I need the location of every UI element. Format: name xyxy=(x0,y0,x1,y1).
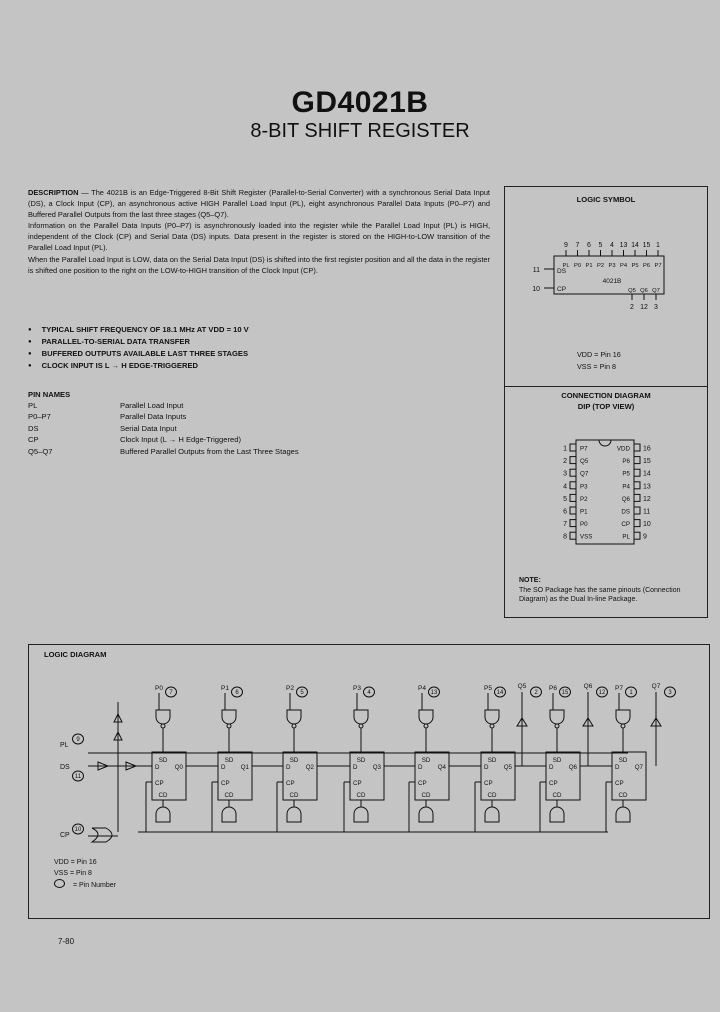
pin-names-table xyxy=(28,390,498,458)
symbol-pin-number: 14 xyxy=(631,242,639,249)
pin-number: 1 xyxy=(629,690,633,697)
flip-flop xyxy=(218,752,252,800)
reset-nand-gate xyxy=(550,807,564,822)
symbol-output-label: Q6 xyxy=(640,288,648,294)
package-note xyxy=(519,576,691,605)
symbol-pin-number: 15 xyxy=(642,242,651,249)
inverter-bubble xyxy=(621,724,625,728)
pin-name: PL xyxy=(28,401,38,410)
inverter-bubble xyxy=(161,724,165,728)
parallel-input-label: P5 xyxy=(484,685,492,692)
symbol-pin-number: 6 xyxy=(587,242,591,249)
ff-cp-label: CP xyxy=(155,780,164,787)
note-text: The SO Package has the same pinouts (Connection Diagram) as the Dual In-line Package. xyxy=(519,586,681,603)
ff-cp-label: CP xyxy=(353,780,362,787)
dip-pin-label: P2 xyxy=(580,495,588,503)
output-label: Q6 xyxy=(583,683,593,690)
set-nand-gate xyxy=(354,710,368,724)
symbol-pin-label: P5 xyxy=(631,263,639,269)
ff-cp-label: CP xyxy=(418,780,427,787)
symbol-cp-label: CP xyxy=(557,286,567,293)
ff-q-label: Q5 xyxy=(503,764,512,771)
vdd-pin-note: VDD = Pin 16 xyxy=(577,350,621,359)
dip-pin xyxy=(570,507,576,514)
parallel-input-label: P3 xyxy=(353,685,361,692)
feature-item: ● TYPICAL SHIFT FREQUENCY OF 18.1 MHz AT VDD = 10 V xyxy=(28,324,498,336)
pin-desc: Parallel Load Input xyxy=(120,401,184,410)
dip-pin-label: P4 xyxy=(622,483,630,491)
logic-diagram-title: LOGIC DIAGRAM xyxy=(44,650,107,659)
feature-item: ● PARALLEL-TO-SERIAL DATA TRANSFER xyxy=(28,336,498,348)
set-nand-gate xyxy=(156,710,170,724)
logic-legend xyxy=(54,857,116,892)
dip-pin-label: Q5 xyxy=(580,458,589,466)
dip-pin-number: 13 xyxy=(643,483,651,491)
pin-number: 15 xyxy=(561,690,569,697)
ff-sd-label: SD xyxy=(224,757,234,764)
ff-cp-label: CP xyxy=(615,780,624,787)
dip-pin-number: 5 xyxy=(563,495,567,503)
pin-number: 10 xyxy=(74,827,82,834)
connection-diagram-title: CONNECTION DIAGRAM xyxy=(561,391,651,400)
symbol-pin-label: P4 xyxy=(619,263,628,269)
parallel-input-label: P0 xyxy=(155,685,163,692)
ff-sd-label: SD xyxy=(158,757,168,764)
dip-pin xyxy=(570,494,576,501)
dip-pin-label: P6 xyxy=(622,458,630,466)
symbol-pin-number: 1 xyxy=(656,242,660,249)
reset-nand-gate xyxy=(485,807,499,822)
reset-nand-gate xyxy=(222,807,236,822)
pin-name: CP xyxy=(28,435,39,445)
output-label: Q5 xyxy=(517,683,527,690)
pin-row xyxy=(28,447,498,458)
pin-desc: Clock Input (L → H Edge-Triggered) xyxy=(120,435,241,445)
parallel-input-label: P2 xyxy=(286,685,294,692)
dip-pin-label: PL xyxy=(622,533,630,541)
dip-pin-number: 11 xyxy=(643,508,651,516)
dip-pin-number: 1 xyxy=(563,445,567,453)
ff-q-label: Q1 xyxy=(240,764,249,771)
page-number: 7-80 xyxy=(58,937,75,946)
ff-sd-label: SD xyxy=(421,757,431,764)
symbol-pin-number: 4 xyxy=(610,242,614,249)
dip-pin-number: 12 xyxy=(643,495,651,503)
symbol-pin-label: P1 xyxy=(585,263,593,269)
pin-number: 5 xyxy=(300,690,304,697)
description-para-3: When the Parallel Load Input is LOW, data on the Serial Data Input (DS) is shifted into the first register position and all the data in the register is shifted one position to the right on the LOW-to-HIGH transition of the Clock Input (CP). xyxy=(28,254,490,275)
dip-package-body xyxy=(576,440,634,544)
pin-number: 2 xyxy=(534,690,538,697)
set-nand-gate xyxy=(550,710,564,724)
pin-row xyxy=(28,435,498,446)
panel-divider xyxy=(505,386,707,387)
ff-q-label: Q4 xyxy=(437,764,446,771)
dip-pin xyxy=(570,482,576,489)
ff-d-label: D xyxy=(286,764,291,771)
set-nand-gate xyxy=(287,710,301,724)
ff-q-label: Q0 xyxy=(174,764,183,771)
ff-d-label: D xyxy=(615,764,620,771)
dip-pin-label: Q6 xyxy=(621,495,630,503)
dip-pin-number: 2 xyxy=(563,458,567,466)
ff-sd-label: SD xyxy=(356,757,366,764)
symbol-pin-label: P6 xyxy=(642,263,651,269)
symbol-pin-number: 13 xyxy=(619,242,628,249)
flip-flop xyxy=(612,752,646,800)
dip-pin xyxy=(570,469,576,476)
flip-flop xyxy=(152,752,186,800)
ff-cd-label: CD xyxy=(421,792,431,799)
dip-pin xyxy=(634,520,640,527)
dip-pin-number: 8 xyxy=(563,533,567,541)
ff-d-label: D xyxy=(418,764,423,771)
parallel-input-label: P7 xyxy=(615,685,623,692)
connection-diagram-subtitle: DIP (TOP VIEW) xyxy=(577,402,635,411)
logic-diagram xyxy=(28,644,708,917)
clock-nor-gate xyxy=(92,828,112,842)
dip-pin xyxy=(570,520,576,527)
symbol-pin-number: 2 xyxy=(630,304,634,311)
ff-sd-label: SD xyxy=(552,757,562,764)
symbol-output-label: Q7 xyxy=(652,288,660,294)
description-para-1: — The 4021B is an Edge-Triggered 8-Bit Shift Register (Parallel-to-Serial Converter) with a synchronous Serial Data Input (DS), a Clock Input (CP), an asynchronous active HIGH Parallel Load Input (PL), eight asynchronous Parallel Data Inputs (P0–P7) and Buffered Parallel Outputs from the last three stages (Q5–Q7). xyxy=(28,188,490,219)
flip-flop xyxy=(283,752,317,800)
feature-item: ● CLOCK INPUT IS L → H EDGE-TRIGGERED xyxy=(28,360,498,372)
dip-pin-label: P1 xyxy=(580,508,588,516)
pin-desc: Parallel Data Inputs xyxy=(120,412,187,422)
pin-number: 9 xyxy=(76,737,80,744)
flip-flop xyxy=(546,752,580,800)
flip-flop xyxy=(350,752,384,800)
ff-cp-label: CP xyxy=(549,780,558,787)
symbol-output-label: Q5 xyxy=(628,288,636,294)
pin-name: DS xyxy=(28,423,39,433)
pin-number: 12 xyxy=(598,690,606,697)
dip-pin xyxy=(634,469,640,476)
flip-flop xyxy=(415,752,449,800)
dip-pin-number: 4 xyxy=(563,483,567,491)
ff-cd-label: CD xyxy=(224,792,234,799)
inverter-bubble xyxy=(227,724,231,728)
symbol-pin-number: 11 xyxy=(532,267,540,274)
symbol-part-number: 4021B xyxy=(602,278,622,285)
dip-pin xyxy=(634,494,640,501)
ff-cp-label: CP xyxy=(221,780,230,787)
dip-pin-label: VSS xyxy=(580,533,593,541)
dip-pin xyxy=(634,457,640,464)
pin-number: 3 xyxy=(668,690,672,697)
ff-cd-label: CD xyxy=(289,792,299,799)
symbol-pin-label: P3 xyxy=(608,263,616,269)
legend-vdd: VDD = Pin 16 xyxy=(54,859,97,866)
dip-pin-number: 9 xyxy=(643,533,647,541)
input-label: DS xyxy=(60,764,70,771)
pin-row xyxy=(28,401,498,412)
legend-pin-number-text: = Pin Number xyxy=(73,882,116,890)
inverter-bubble xyxy=(490,724,494,728)
inverter-bubble xyxy=(359,724,363,728)
pin-number: 14 xyxy=(496,690,504,697)
dip-pin xyxy=(634,532,640,539)
dip-pin-number: 14 xyxy=(643,470,651,478)
page-title: GD4021B xyxy=(291,86,429,119)
symbol-pin-number: 7 xyxy=(575,242,580,249)
legend-pin-number xyxy=(54,879,116,891)
symbol-pin-number: 12 xyxy=(640,304,648,311)
parallel-input-label: P6 xyxy=(549,685,557,692)
feature-item: ● BUFFERED OUTPUTS AVAILABLE LAST THREE STAGES xyxy=(28,348,498,360)
dip-pin-label: CP xyxy=(621,521,630,529)
dip-pin xyxy=(634,482,640,489)
symbol-pin-number: 9 xyxy=(564,242,568,249)
description-para-2: Information on the Parallel Data Inputs (P0–P7) is asynchronously loaded into the register while the Parallel Load Input (PL) is HIGH, independent of the Clock (CP) and Serial Data (DS) inputs. Data present in the register is stored on the HIGH-to-LOW transition of the Parallel Load Input (PL). xyxy=(28,221,490,252)
dip-pin-number: 10 xyxy=(643,521,651,529)
dip-pin-label: P5 xyxy=(622,470,630,478)
dip-pin-label: VDD xyxy=(616,445,630,453)
pin-number: 7 xyxy=(169,690,173,697)
vss-pin-note: VSS = Pin 8 xyxy=(577,362,616,371)
inverter-bubble xyxy=(292,724,296,728)
pin-name: Q5–Q7 xyxy=(28,446,53,456)
dip-pin-number: 16 xyxy=(643,445,651,453)
dip-pin-number: 15 xyxy=(643,458,651,466)
dip-pin-number: 6 xyxy=(563,508,567,516)
symbol-pin-label: P2 xyxy=(596,263,605,269)
ff-sd-label: SD xyxy=(618,757,628,764)
legend-vss: VSS = Pin 8 xyxy=(54,870,92,878)
dip-pin xyxy=(570,532,576,539)
ff-cd-label: CD xyxy=(618,792,628,799)
input-label: CP xyxy=(60,832,70,839)
pin-number: 13 xyxy=(430,690,438,697)
ff-cd-label: CD xyxy=(158,792,168,799)
note-heading: NOTE: xyxy=(519,577,541,584)
dip-pin-label: P7 xyxy=(580,445,588,453)
dip-pin-label: DS xyxy=(621,508,630,516)
dip-pin xyxy=(570,444,576,451)
symbol-pin-label: PL xyxy=(562,263,570,269)
pin-row xyxy=(28,424,498,435)
ff-q-label: Q3 xyxy=(372,764,381,771)
output-label: Q7 xyxy=(651,683,661,690)
pin-number: 6 xyxy=(235,690,239,697)
reset-nand-gate xyxy=(156,807,170,822)
ff-cd-label: CD xyxy=(356,792,366,799)
logic-symbol-title: LOGIC SYMBOL xyxy=(576,195,636,204)
pin-row xyxy=(28,412,498,423)
dip-pin-number: 3 xyxy=(563,470,567,478)
symbol-pin-label: P0 xyxy=(573,263,582,269)
dip-pin-label: P3 xyxy=(580,483,588,491)
pin-number: 4 xyxy=(367,690,371,697)
ff-q-label: Q7 xyxy=(634,764,643,771)
pin-number: 11 xyxy=(74,774,82,781)
reset-nand-gate xyxy=(616,807,630,822)
symbol-pin-number: 3 xyxy=(654,304,658,311)
ff-d-label: D xyxy=(484,764,489,771)
set-nand-gate xyxy=(616,710,630,724)
reset-nand-gate xyxy=(354,807,368,822)
dip-pin-label: Q7 xyxy=(580,470,589,478)
flip-flop xyxy=(481,752,515,800)
inverter-bubble xyxy=(424,724,428,728)
set-nand-gate xyxy=(485,710,499,724)
dip-pin-number: 7 xyxy=(563,521,567,529)
pin-name: P0–P7 xyxy=(28,412,51,422)
dip-connection-diagram xyxy=(504,430,706,555)
symbol-ds-label: DS xyxy=(557,268,567,275)
reset-nand-gate xyxy=(287,807,301,822)
ff-cp-label: CP xyxy=(286,780,295,787)
ff-d-label: D xyxy=(221,764,226,771)
ff-q-label: Q2 xyxy=(305,764,314,771)
dip-pin xyxy=(634,507,640,514)
description-heading: DESCRIPTION xyxy=(28,188,79,197)
ff-d-label: D xyxy=(549,764,554,771)
pin-desc: Serial Data Input xyxy=(120,423,177,433)
parallel-input-label: P1 xyxy=(221,685,229,692)
pin-desc: Buffered Parallel Outputs from the Last Three Stages xyxy=(120,446,299,456)
dip-pin xyxy=(634,444,640,451)
ff-cd-label: CD xyxy=(552,792,562,799)
dip-pin-label: P0 xyxy=(580,521,588,529)
ff-sd-label: SD xyxy=(487,757,497,764)
ff-cd-label: CD xyxy=(487,792,497,799)
ff-sd-label: SD xyxy=(289,757,299,764)
ff-q-label: Q6 xyxy=(568,764,577,771)
symbol-pin-label: P7 xyxy=(654,263,662,269)
ff-d-label: D xyxy=(155,764,160,771)
parallel-input-label: P4 xyxy=(418,685,426,692)
reset-nand-gate xyxy=(419,807,433,822)
description-section xyxy=(28,188,490,277)
ff-cp-label: CP xyxy=(484,780,493,787)
set-nand-gate xyxy=(222,710,236,724)
dip-pin xyxy=(570,457,576,464)
page-subtitle: 8-BIT SHIFT REGISTER xyxy=(250,120,470,142)
symbol-pin-number: 10 xyxy=(532,286,540,293)
input-label: PL xyxy=(60,742,69,749)
symbol-pin-number: 5 xyxy=(598,242,603,249)
set-nand-gate xyxy=(419,710,433,724)
pin-names-heading: PIN NAMES xyxy=(28,390,71,399)
dip-notch xyxy=(599,440,611,446)
inverter-bubble xyxy=(555,724,559,728)
ff-d-label: D xyxy=(353,764,358,771)
features-list xyxy=(28,324,498,372)
pin-number-circle-icon xyxy=(54,879,65,888)
